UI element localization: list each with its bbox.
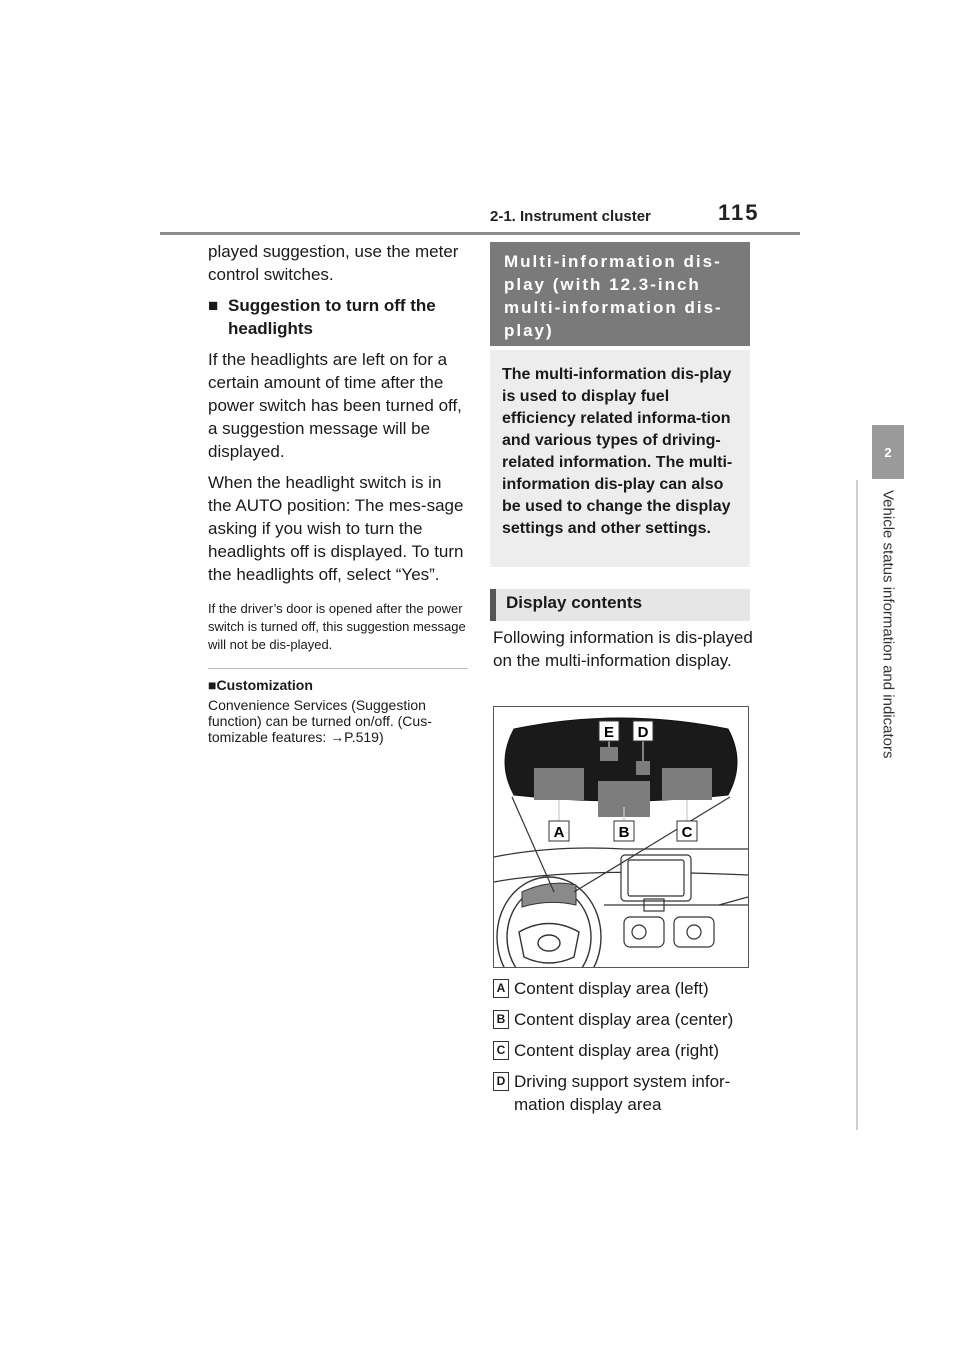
suggestion-heading <box>208 294 468 340</box>
section-divider <box>208 668 468 669</box>
label-c: C <box>681 824 693 841</box>
label-d: D <box>637 724 649 741</box>
headlight-paragraph: If the headlights are left on for a certain amount of time after the power switch has been turned off, a suggestion message will be displayed. <box>208 350 462 461</box>
legend-key: C <box>493 1041 509 1060</box>
customization-heading: ■Customization <box>208 677 313 693</box>
legend-text: Driving support system infor-mation display area <box>514 1072 731 1114</box>
chapter-number: 2 <box>884 444 892 460</box>
summary-box: The multi-information dis-play is used to display fuel efficiency related informa-tion and various types of driving-related information. The multi-information dis-play can also be used to change the display settings and other settings. <box>490 350 750 567</box>
legend-text: Content display area (right) <box>514 1041 720 1060</box>
area-a <box>534 768 584 800</box>
legend-text: Content display area (left) <box>514 979 709 998</box>
label-e: E <box>603 724 615 741</box>
driver-door-note: If the driver’s door is opened after the power switch is turned off, this suggestion message will not be dis-played. <box>208 601 466 652</box>
tab-divider <box>856 480 858 1130</box>
legend-key: A <box>493 979 509 998</box>
legend-key: D <box>493 1072 509 1091</box>
page-number: 115 <box>718 200 760 225</box>
cluster-illustration <box>493 706 749 968</box>
intro-text: played suggestion, use the meter control switches. <box>208 242 459 284</box>
lead-text: Following information is dis-played on the multi-information display. <box>493 628 753 670</box>
label-a: A <box>553 824 565 841</box>
legend-text: Content display area (center) <box>514 1010 734 1029</box>
cluster-svg <box>494 707 748 967</box>
chapter-tab <box>872 425 904 479</box>
header-rule <box>160 232 800 235</box>
customization-text: Convenience Services (Suggestion function) can be turned on/off. (Cus-tomizable features: →P.519) <box>208 697 432 745</box>
bullet-square-icon: ■ <box>208 296 219 315</box>
area-d <box>636 761 650 775</box>
area-c <box>662 768 712 800</box>
suggestion-heading-text: Suggestion to turn off the headlights <box>228 296 436 338</box>
label-b: B <box>618 824 630 841</box>
area-e <box>600 747 618 761</box>
section-title-box: Multi-information dis-play (with 12.3-inch multi-information dis-play) <box>490 242 750 346</box>
display-contents-heading: Display contents <box>490 589 750 621</box>
left-column <box>208 240 468 745</box>
section-title: 2-1. Instrument cluster <box>490 208 651 225</box>
legend-key: B <box>493 1010 509 1029</box>
chapter-title: Vehicle status information and indicators <box>879 490 897 759</box>
auto-paragraph: When the headlight switch is in the AUTO position: The mes-sage asking if you wish to turn the headlights off is displayed. To turn the headlights off, select “Yes”. <box>208 473 464 584</box>
